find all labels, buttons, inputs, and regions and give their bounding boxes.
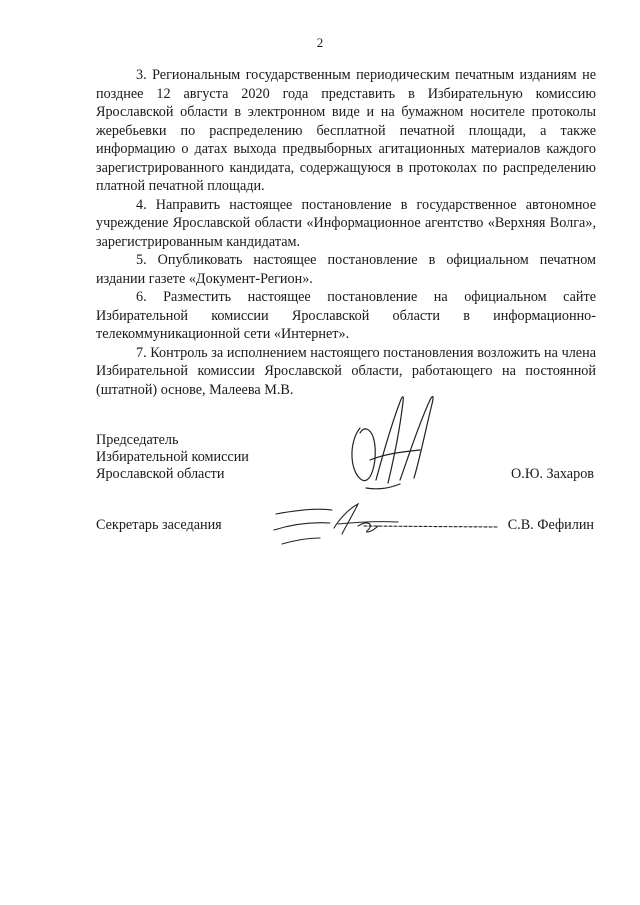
- secretary-name: С.В. Фефилин: [507, 517, 594, 533]
- chair-title: [96, 432, 249, 483]
- chair-title-line: Избирательной комиссии: [96, 449, 249, 465]
- paragraph-5: 5. Опубликовать настоящее постановление в официальном печатном издании газете «Документ-Регион».: [96, 252, 596, 287]
- chair-title-line: Председатель: [96, 432, 179, 448]
- page-number: 2: [316, 35, 324, 50]
- chair-title-line: Ярославской области: [96, 466, 225, 482]
- chair-signature: [330, 388, 450, 498]
- paragraph-4: 4. Направить настоящее постановление в государственное автономное учреждение Ярославской области «Информационное агентство «Верхняя Волга», зарегистрированным кандидатам.: [96, 196, 596, 250]
- paragraph-3: 3. Региональным государственным периодическим печатным изданиям не позднее 12 августа 2020 года представить в Избирательную комиссию Ярославской области в электронном виде и на бумажном носителе протоколы жеребьевки по распределению бесплатной печатной площади, а также информацию о датах выхода предвыборных агитационных материалов каждого зарегистрированного кандидата, содержащуюся в протоколах по распределению платной печатной площади.: [96, 67, 596, 194]
- chair-name: О.Ю. Захаров: [511, 466, 594, 482]
- paragraph-7: 7. Контроль за исполнением настоящего постановления возложить на члена Избирательной комиссии Ярославской области, работающего на постоянной (штатной) основе, Малеева М.В.: [96, 344, 596, 398]
- secretary-signature: [268, 496, 503, 548]
- paragraph-6: 6. Разместить настоящее постановление на официальном сайте Избирательной комиссии Ярославской области в информационно-телекоммуникационной сети «Интернет».: [96, 289, 596, 342]
- secretary-title: Секретарь заседания: [96, 517, 222, 533]
